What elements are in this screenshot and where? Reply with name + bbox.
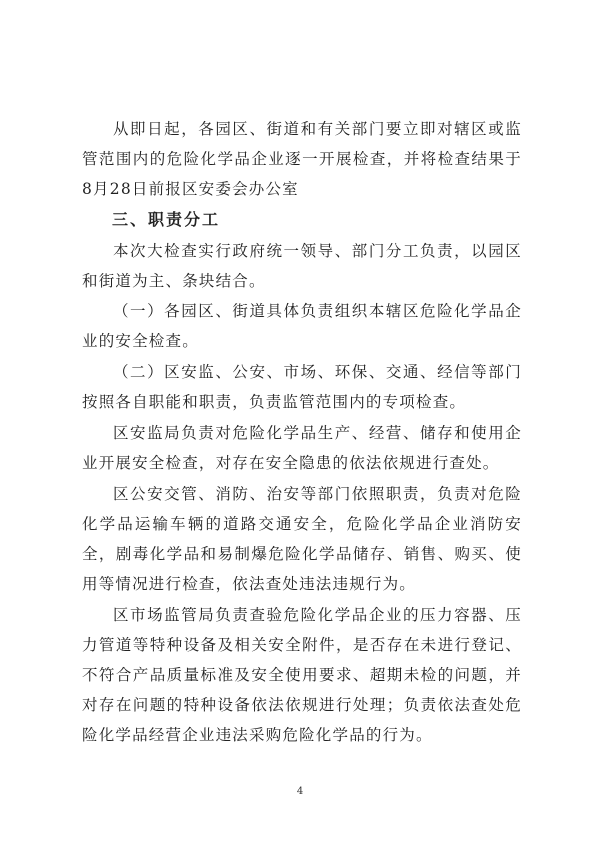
paragraph-item-one: （一）各园区、街道具体负责组织本辖区危险化学品企业的安全检查。 [82,302,522,350]
section-heading-responsibilities: 三、职责分工 [112,210,221,229]
paragraph-inspection-deadline: 从即日起，各园区、街道和有关部门要立即对辖区或监管范围内的危险化学品企业逐一开展检查，并将检查结果于8月28日前报区安委会办公室 [82,120,522,198]
page-number: 4 [296,786,304,797]
paragraph-public-security: 区公安交管、消防、治安等部门依照职责，负责对危险化学品运输车辆的道路交通安全，危险化学品企业消防安全，剧毒化学品和易制爆危险化学品储存、销售、购买、使用等情况进行检查，依法查处违法违规行为。 [82,485,522,593]
paragraph-overview: 本次大检查实行政府统一领导、部门分工负责，以园区和街道为主、条块结合。 [82,242,522,290]
paragraph-item-two: （二）区安监、公安、市场、环保、交通、经信等部门按照各自职能和职责，负责监管范围内的专项检查。 [82,363,522,411]
paragraph-market-supervision: 区市场监管局负责查验危险化学品企业的压力容器、压力管道等特种设备及相关安全附件，是否存在未进行登记、不符合产品质量标准及安全使用要求、超期未检的问题，并对存在问题的特种设备依法依规进行处理；负责依法查处危险化学品经营企业违法采购危险化学品的行为。 [82,606,522,744]
paragraph-safety-bureau: 区安监局负责对危险化学品生产、经营、储存和使用企业开展安全检查，对存在安全隐患的依法依规进行查处。 [82,424,522,472]
